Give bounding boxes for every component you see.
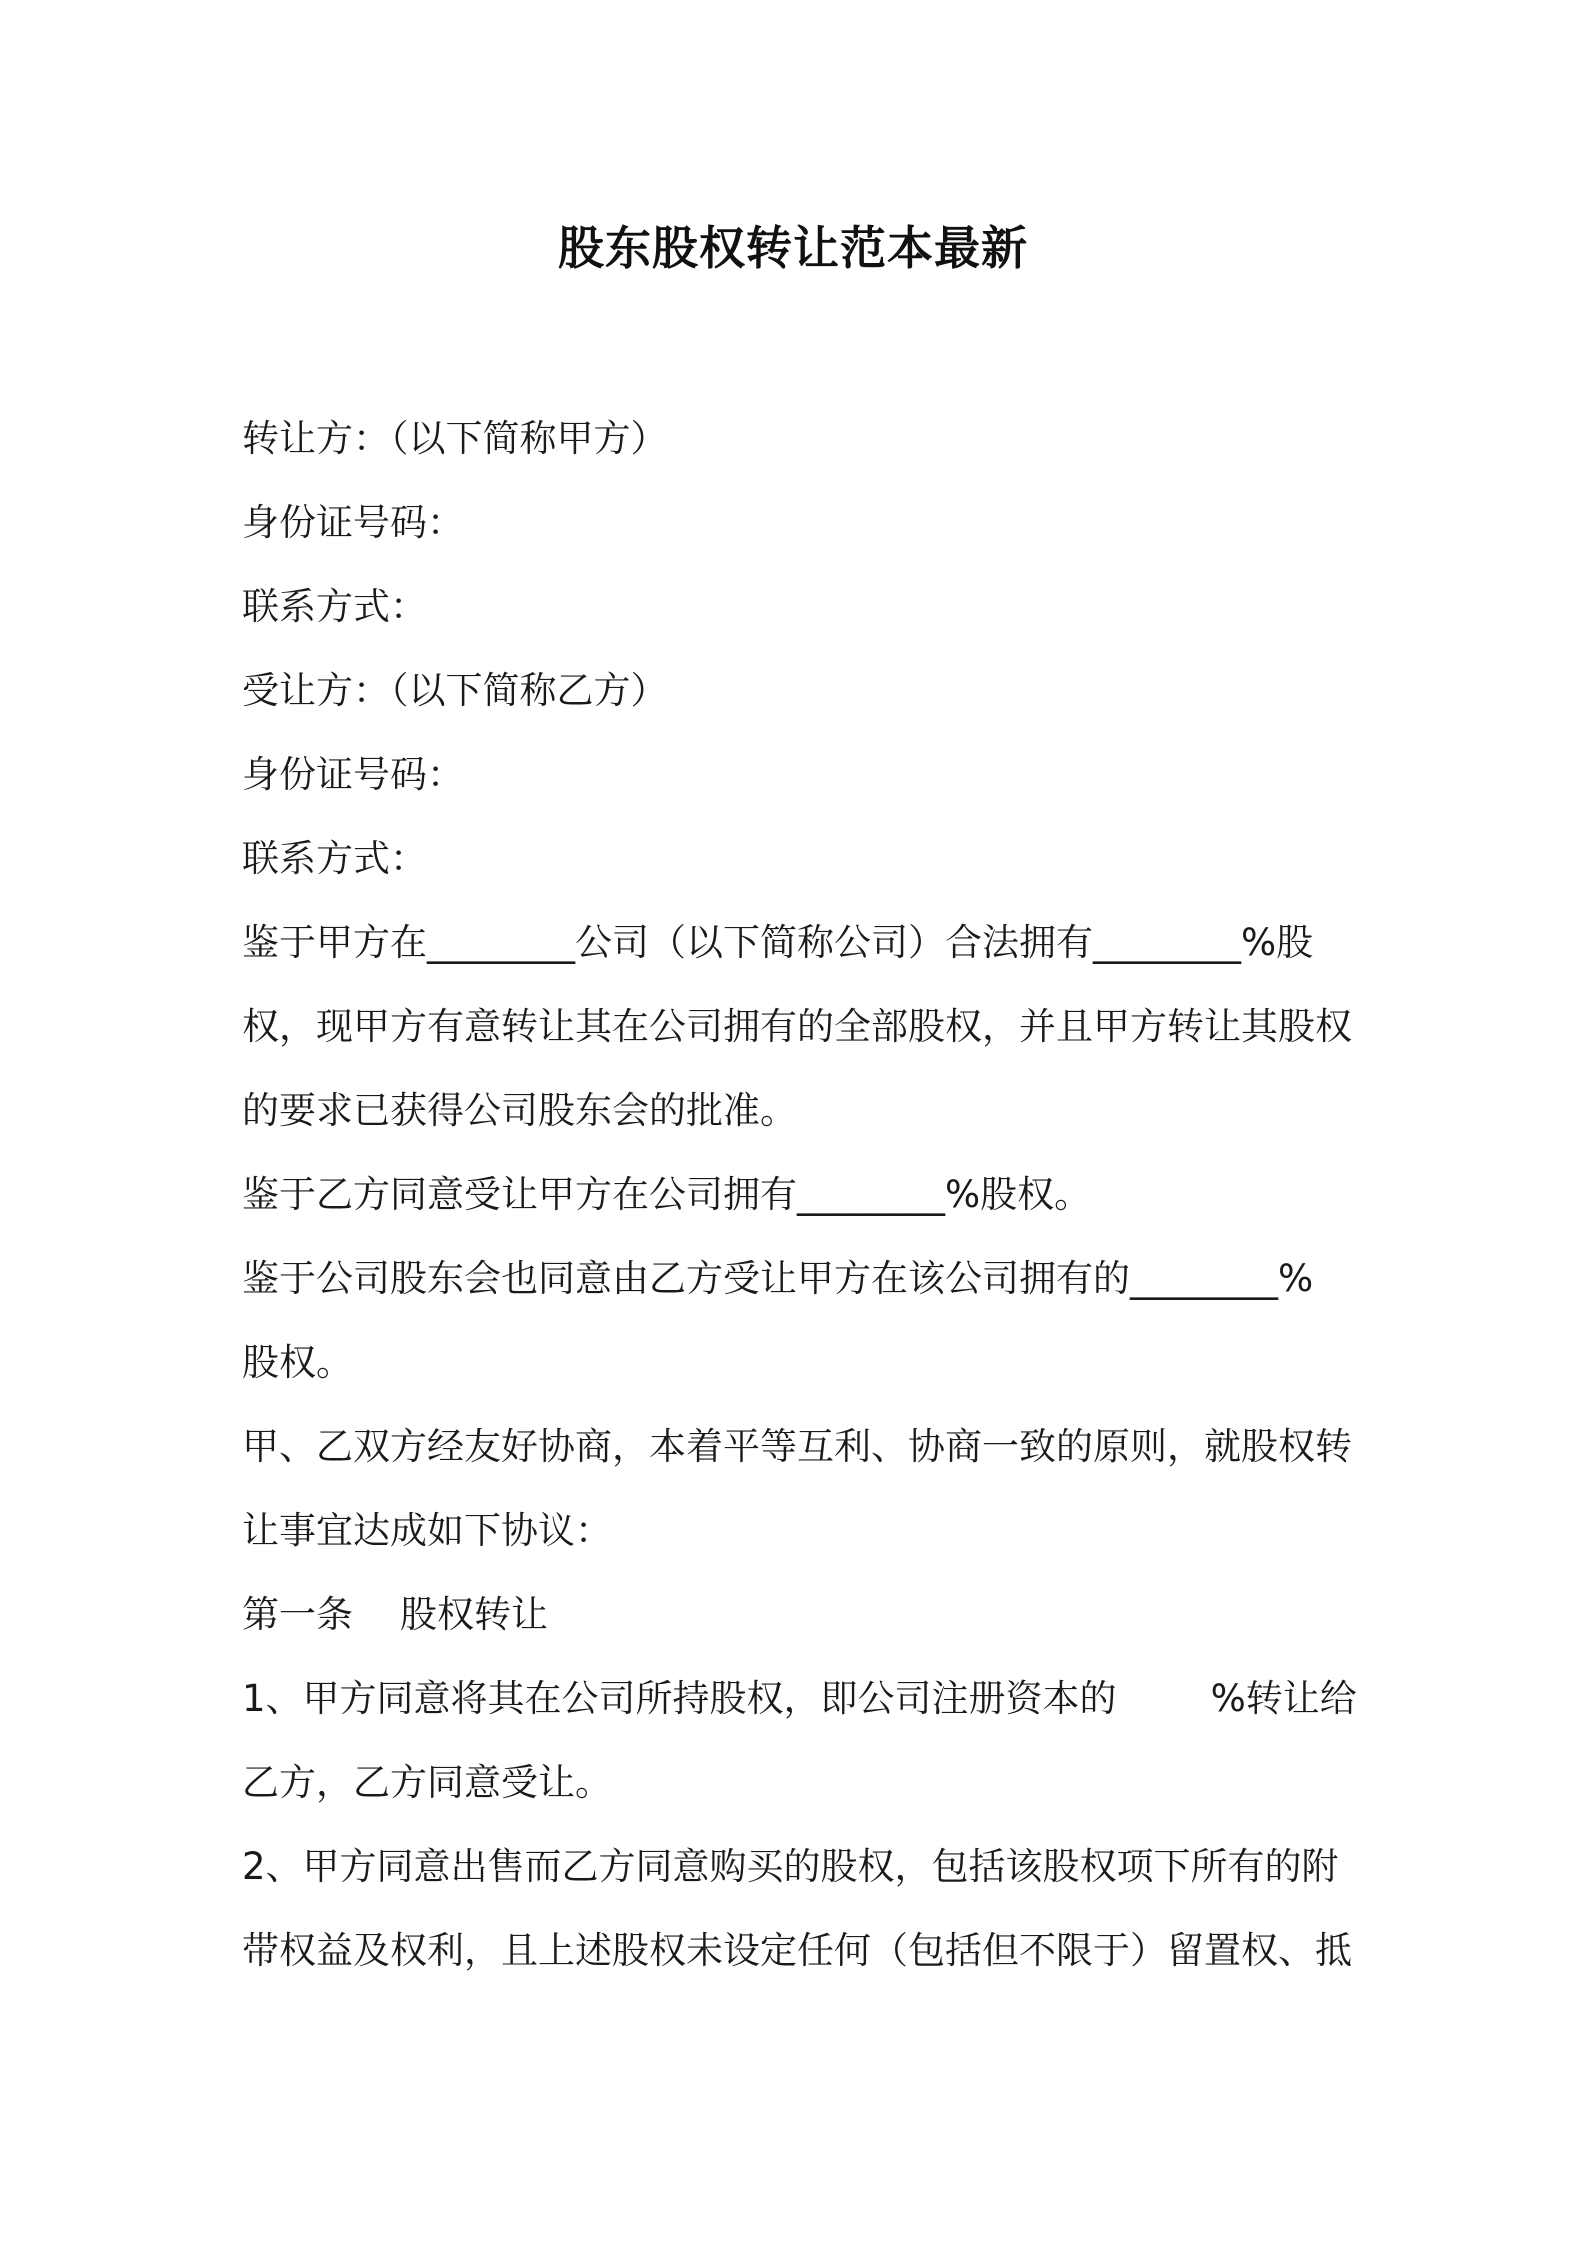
body-line: 甲、乙双方经友好协商，本着平等互利、协商一致的原则，就股权转 (242, 1425, 1352, 1468)
section-heading: 第一条 股权转让 (242, 1593, 549, 1636)
body-line: 转让方：（以下简称甲方） (242, 417, 668, 460)
document-title: 股东股权转让范本最新 (558, 221, 1028, 275)
body-line: 联系方式： (242, 585, 427, 628)
body-line: 带权益及权利，且上述股权未设定任何（包括但不限于）留置权、抵 (242, 1929, 1352, 1972)
body-line: 身份证号码： (242, 753, 464, 796)
body-line: 1、甲方同意将其在公司所持股权，即公司注册资本的 %转让给 (242, 1677, 1357, 1720)
document-body (242, 397, 1357, 1993)
body-line: 鉴于甲方在________公司（以下简称公司）合法拥有________%股 (242, 921, 1314, 964)
body-line: 乙方，乙方同意受让。 (242, 1761, 612, 1804)
body-line: 鉴于公司股东会也同意由乙方受让甲方在该公司拥有的________% (242, 1257, 1314, 1300)
body-line: 身份证号码： (242, 501, 464, 544)
body-line: 股权。 (242, 1341, 353, 1384)
body-line: 鉴于乙方同意受让甲方在公司拥有________%股权。 (242, 1173, 1092, 1216)
body-line: 2、甲方同意出售而乙方同意购买的股权，包括该股权项下所有的附 (242, 1845, 1339, 1888)
body-line: 权，现甲方有意转让其在公司拥有的全部股权，并且甲方转让其股权 (242, 1005, 1352, 1048)
body-line: 受让方：（以下简称乙方） (242, 669, 668, 712)
body-line: 让事宜达成如下协议： (242, 1509, 612, 1552)
body-line: 的要求已获得公司股东会的批准。 (242, 1089, 797, 1132)
body-line: 联系方式： (242, 837, 427, 880)
